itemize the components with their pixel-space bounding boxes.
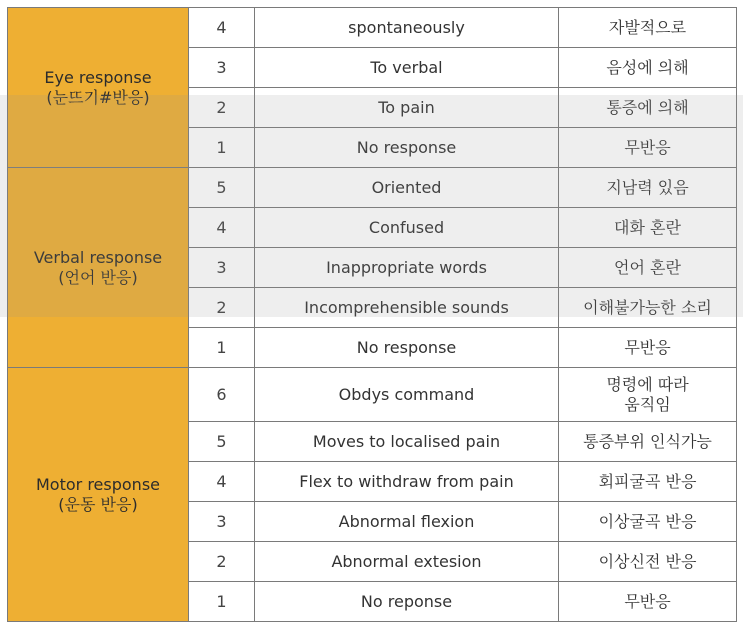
description-ko-cell: 언어 혼란 bbox=[559, 248, 737, 288]
score-cell: 3 bbox=[189, 502, 255, 542]
description-ko-cell: 통증부위 인식가능 bbox=[559, 422, 737, 462]
description-en-cell: No reponse bbox=[255, 582, 559, 622]
score-cell: 4 bbox=[189, 462, 255, 502]
category-cell-verbal bbox=[8, 168, 189, 368]
description-ko-cell: 이상신전 반응 bbox=[559, 542, 737, 582]
score-cell: 2 bbox=[189, 88, 255, 128]
score-cell: 2 bbox=[189, 542, 255, 582]
category-label: Verbal response bbox=[33, 247, 163, 267]
score-cell: 4 bbox=[189, 8, 255, 48]
table-row bbox=[8, 368, 737, 422]
score-cell: 3 bbox=[189, 248, 255, 288]
description-en-cell: spontaneously bbox=[255, 8, 559, 48]
description-en-cell: Abnormal flexion bbox=[255, 502, 559, 542]
description-ko-cell: 음성에 의해 bbox=[559, 48, 737, 88]
description-en-cell: Incomprehensible sounds bbox=[255, 288, 559, 328]
description-ko-line-1: 명령에 따라 bbox=[606, 374, 689, 394]
category-label-ko: (언어 반응) bbox=[58, 267, 138, 287]
score-cell: 4 bbox=[189, 208, 255, 248]
description-en-cell: Flex to withdraw from pain bbox=[255, 462, 559, 502]
score-cell: 6 bbox=[189, 368, 255, 422]
description-ko-cell: 지남력 있음 bbox=[559, 168, 737, 208]
description-en-cell: No response bbox=[255, 328, 559, 368]
description-ko-cell: 자발적으로 bbox=[559, 8, 737, 48]
description-ko-cell: 이해불가능한 소리 bbox=[559, 288, 737, 328]
score-cell: 5 bbox=[189, 422, 255, 462]
category-cell-eye bbox=[8, 8, 189, 168]
score-cell: 5 bbox=[189, 168, 255, 208]
description-ko-cell: 무반응 bbox=[559, 582, 737, 622]
category-cell-motor bbox=[8, 368, 189, 622]
description-en-cell: To verbal bbox=[255, 48, 559, 88]
category-label: Eye response bbox=[44, 67, 152, 87]
category-label: Motor response bbox=[36, 474, 160, 494]
description-ko-line-2: 움직임 bbox=[624, 394, 671, 414]
description-en-cell: Obdys command bbox=[255, 368, 559, 422]
description-ko-cell bbox=[559, 368, 737, 422]
score-cell: 1 bbox=[189, 328, 255, 368]
description-ko-cell: 통증에 의해 bbox=[559, 88, 737, 128]
score-cell: 1 bbox=[189, 128, 255, 168]
description-en-cell: No response bbox=[255, 128, 559, 168]
description-en-cell: To pain bbox=[255, 88, 559, 128]
category-label-ko: (운동 반응) bbox=[58, 494, 138, 514]
description-en-cell: Abnormal extesion bbox=[255, 542, 559, 582]
table-row bbox=[8, 168, 737, 208]
description-ko-cell: 무반응 bbox=[559, 328, 737, 368]
description-ko-cell: 이상굴곡 반응 bbox=[559, 502, 737, 542]
description-ko-cell: 대화 혼란 bbox=[559, 208, 737, 248]
score-cell: 3 bbox=[189, 48, 255, 88]
description-en-cell: Confused bbox=[255, 208, 559, 248]
description-en-cell: Moves to localised pain bbox=[255, 422, 559, 462]
description-en-cell: Inappropriate words bbox=[255, 248, 559, 288]
glasgow-coma-scale-table bbox=[7, 7, 737, 622]
description-en-cell: Oriented bbox=[255, 168, 559, 208]
description-ko-cell: 무반응 bbox=[559, 128, 737, 168]
score-cell: 1 bbox=[189, 582, 255, 622]
table-row bbox=[8, 8, 737, 48]
description-ko-cell: 회피굴곡 반응 bbox=[559, 462, 737, 502]
score-cell: 2 bbox=[189, 288, 255, 328]
category-label-ko: (눈뜨기#반응) bbox=[46, 87, 150, 107]
